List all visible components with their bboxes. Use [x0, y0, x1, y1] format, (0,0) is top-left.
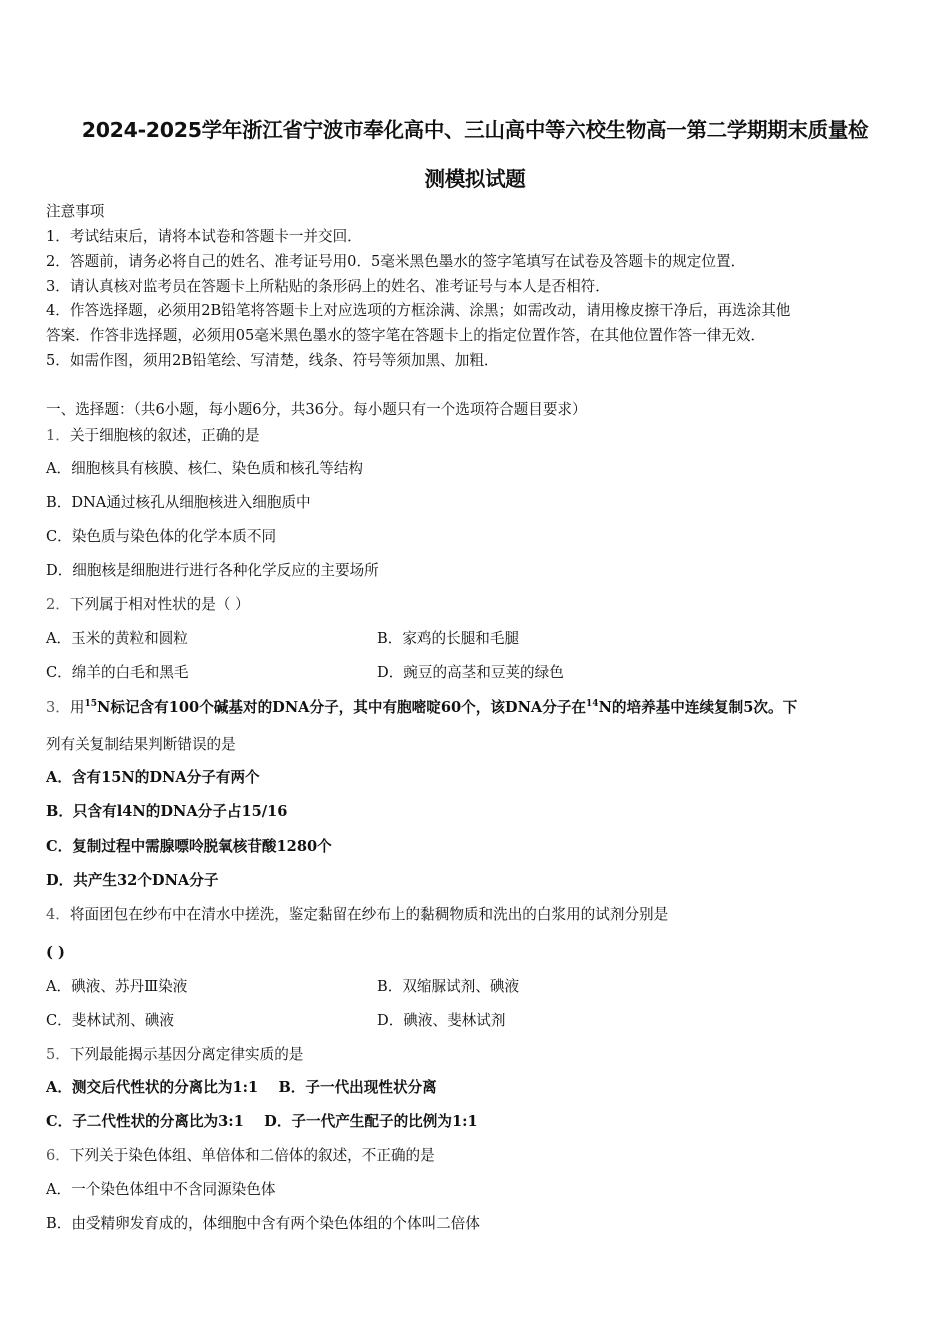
q3-option-d: D．共产生32个DNA分子 — [46, 872, 219, 889]
q2-option-a: A．玉米的黄粒和圆粒 — [46, 630, 188, 647]
question-stem: 下列属于相对性状的是（ ） — [69, 596, 250, 613]
question-6 — [46, 1146, 435, 1166]
q1-option-c: C．染色质与染色体的化学本质不同 — [46, 528, 277, 545]
question-4 — [46, 905, 668, 925]
exam-title-line2: 测模拟试题 — [424, 167, 526, 191]
q1-option-a: A．细胞核具有核膜、核仁、染色质和核孔等结构 — [46, 460, 364, 477]
question-stem-part: N标记含有100个碱基对的DNA分子，其中有胞嘧啶60个，该DNA分子在 — [97, 699, 587, 716]
question-2 — [46, 595, 250, 615]
q6-option-a: A．一个染色体组中不含同源染色体 — [46, 1181, 276, 1198]
notice-item-2: 2．答题前，请务必将自己的姓名、准考证号用0．5毫米黑色墨水的签字笔填写在试卷及答题卡的规定位置． — [46, 253, 746, 270]
notice-item-3: 3．请认真核对监考员在答题卡上所粘贴的条形码上的姓名、准考证号与本人是否相符． — [46, 278, 610, 295]
q5-options-a-b: A．测交后代性状的分离比为1:1 B．子一代出现性状分离 — [46, 1079, 437, 1096]
question-stem-part: 用 — [69, 699, 85, 716]
notice-heading: 注意事项 — [46, 203, 105, 220]
question-number: 6． — [46, 1147, 70, 1164]
question-5 — [46, 1045, 303, 1065]
notice-item-5: 5．如需作图，须用2B铅笔绘、写清楚，线条、符号等须加黑、加粗． — [46, 352, 499, 369]
question-number: 3． — [46, 699, 70, 716]
question-number: 2． — [46, 596, 70, 613]
question-number: 1． — [46, 427, 70, 444]
question-stem: 将面团包在纱布中在清水中搓洗，鉴定黏留在纱布上的黏稠物质和洗出的白浆用的试剂分别是 — [69, 906, 669, 923]
notice-item-4: 4．作答选择题，必须用2B铅笔将答题卡上对应选项的方框涂满、涂黑；如需改动，请用橡皮擦干净后，再选涂其他 — [46, 302, 791, 319]
q5-options-c-d: C．子二代性状的分离比为3:1 D．子一代产生配子的比例为1:1 — [46, 1113, 478, 1130]
question-3 — [46, 698, 797, 718]
question-stem: 下列最能揭示基因分离定律实质的是 — [69, 1046, 304, 1063]
q4-option-c: C．斐林试剂、碘液 — [46, 1012, 174, 1029]
q4-option-a: A．碘液、苏丹Ⅲ染液 — [46, 978, 188, 995]
notice-item-4-cont: 答案．作答非选择题，必须用05毫米黑色墨水的签字笔在答题卡上的指定位置作答，在其他位置作答一律无效． — [46, 327, 766, 344]
q2-option-c: C．绵羊的白毛和黑毛 — [46, 664, 189, 681]
question-number: 5． — [46, 1046, 70, 1063]
q3-option-c: C．复制过程中需腺嘌呤脱氧核苷酸1280个 — [46, 838, 332, 855]
question-stem: 下列关于染色体组、单倍体和二倍体的叙述，不正确的是 — [69, 1147, 435, 1164]
superscript-14: 14 — [586, 699, 599, 709]
q3-option-a: A．含有15N的DNA分子有两个 — [46, 769, 260, 786]
question-stem: 关于细胞核的叙述，正确的是 — [69, 427, 260, 444]
notice-item-1: 1．考试结束后，请将本试卷和答题卡一并交回． — [46, 228, 362, 245]
question-stem-part: N的培养基中连续复制5次。下 — [598, 699, 798, 716]
q1-option-d: D．细胞核是细胞进行进行各种化学反应的主要场所 — [46, 562, 379, 579]
section-heading: 一、选择题：（共6小题，每小题6分，共36分。每小题只有一个选项符合题目要求） — [46, 401, 587, 418]
q6-option-b: B．由受精卵发育成的，体细胞中含有两个染色体组的个体叫二倍体 — [46, 1215, 480, 1232]
exam-title-line1: 2024-2025学年浙江省宁波市奉化高中、三山高中等六校生物高一第二学期期末质量检 — [81, 118, 869, 142]
question-1 — [46, 426, 260, 446]
superscript-15: 15 — [84, 699, 98, 709]
q4-option-d: D．碘液、斐林试剂 — [377, 1012, 506, 1029]
question-number: 4． — [46, 906, 70, 923]
q2-option-b: B．家鸡的长腿和毛腿 — [377, 630, 520, 647]
question-3-line2: 列有关复制结果判断错误的是 — [46, 736, 236, 753]
q3-option-b: B．只含有l4N的DNA分子占15/16 — [46, 803, 288, 820]
q4-answer-parentheses: ( ) — [46, 944, 65, 961]
q2-option-d: D．豌豆的高茎和豆荚的绿色 — [377, 664, 564, 681]
q4-option-b: B．双缩脲试剂、碘液 — [377, 978, 520, 995]
q1-option-b: B．DNA通过核孔从细胞核进入细胞质中 — [46, 494, 311, 511]
